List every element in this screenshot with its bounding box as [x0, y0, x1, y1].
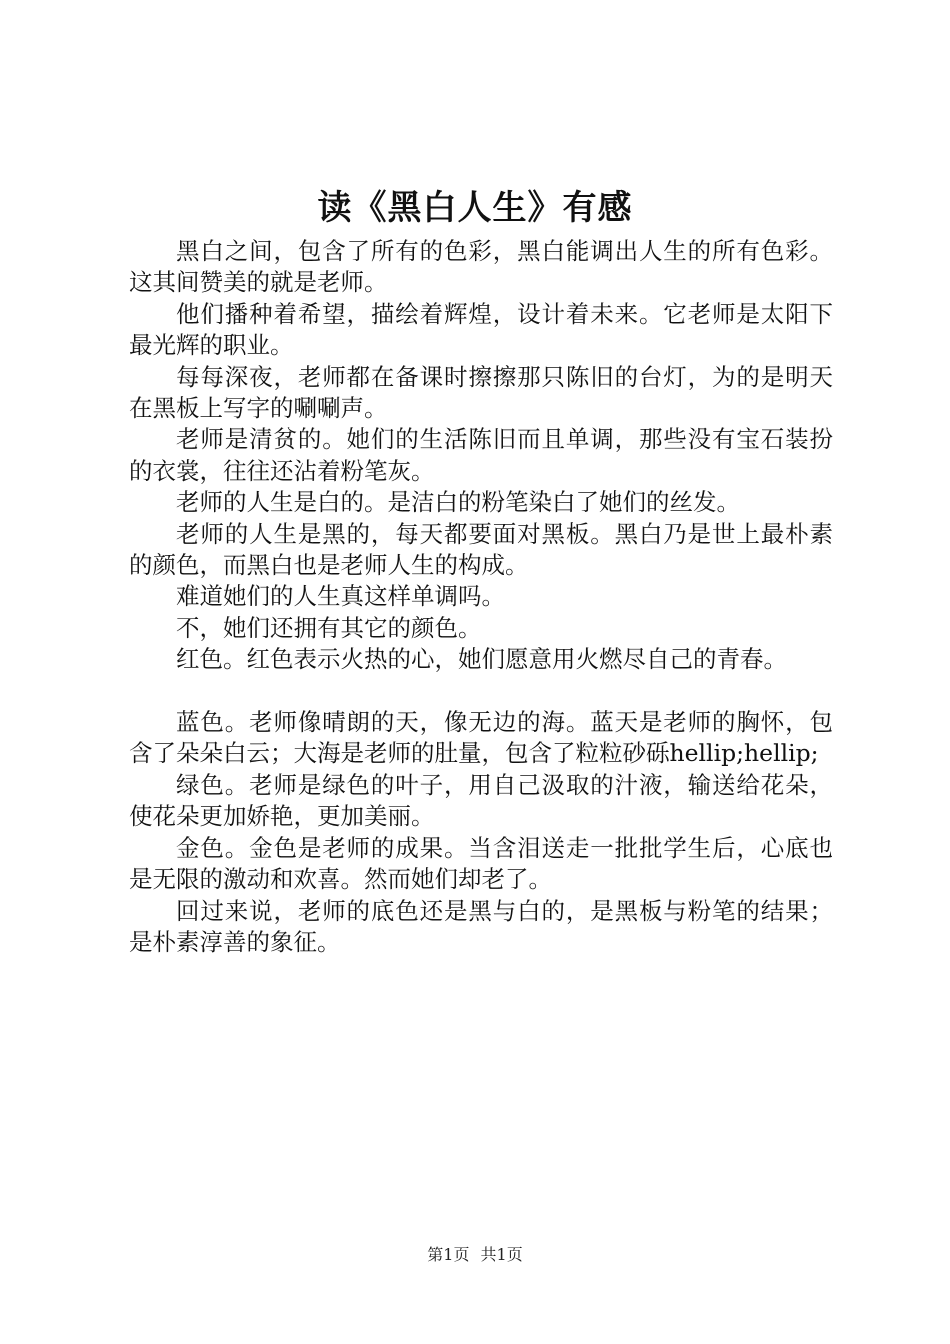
- paragraph: 黑白之间，包含了所有的色彩，黑白能调出人生的所有色彩。这其间赞美的就是老师。: [129, 237, 833, 297]
- paragraph: 老师的人生是黑的，每天都要面对黑板。黑白乃是世上最朴素的颜色，而黑白也是老师人生的构成。: [129, 519, 833, 580]
- paragraph: 绿色。老师是绿色的叶子，用自己汲取的汁液，输送给花朵，使花朵更加娇艳，更加美丽。: [129, 770, 833, 831]
- page-total: 共1页: [480, 1245, 523, 1264]
- paragraph: 难道她们的人生真这样单调吗。: [176, 582, 505, 611]
- page-number: 第1页: [427, 1245, 470, 1264]
- paragraph: 不，她们还拥有其它的颜色。: [176, 613, 482, 642]
- paragraph: 老师是清贫的。她们的生活陈旧而且单调，那些没有宝石装扮的衣裳，往往还沾着粉笔灰。: [129, 425, 833, 485]
- paragraph: 金色。金色是老师的成果。当含泪送走一批批学生后，心底也是无限的激动和欢喜。然而她们却老了。: [129, 833, 833, 894]
- paragraph: 每每深夜，老师都在备课时擦擦那只陈旧的台灯，为的是明天在黑板上写字的唰唰声。: [129, 362, 833, 423]
- paragraph: 老师的人生是白的。是洁白的粉笔染白了她们的丝发。: [176, 488, 740, 517]
- paragraph: 红色。红色表示火热的心，她们愿意用火燃尽自己的青春。: [176, 645, 787, 674]
- paragraph: 蓝色。老师像晴朗的天，像无边的海。蓝天是老师的胸怀，包含了朵朵白云；大海是老师的肚量，包含了粒粒砂砾hellip;hellip;: [129, 708, 833, 768]
- paragraph: 回过来说，老师的底色还是黑与白的，是黑板与粉笔的结果；是朴素淳善的象征。: [129, 896, 833, 956]
- document-body: [129, 236, 833, 958]
- page-footer: [0, 1245, 950, 1265]
- paragraph-spacer: [129, 676, 833, 707]
- document-title: 读《黑白人生》有感: [317, 188, 633, 228]
- paragraph: 他们播种着希望，描绘着辉煌，设计着未来。它老师是太阳下最光辉的职业。: [129, 299, 833, 360]
